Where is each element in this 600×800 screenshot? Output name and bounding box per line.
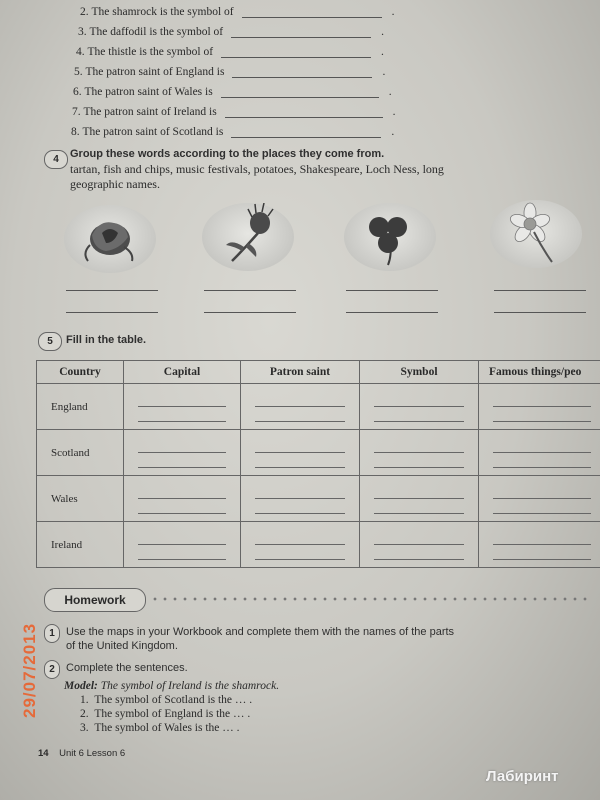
country-cell: England bbox=[37, 384, 124, 430]
capital-cell[interactable] bbox=[124, 476, 241, 522]
exercise5-instruction: Fill in the table. bbox=[66, 334, 147, 346]
homework-label: Homework bbox=[44, 588, 146, 612]
item-text: The patron saint of Scotland is bbox=[82, 126, 224, 138]
shamrock-icon bbox=[344, 203, 436, 271]
exercise4-number-badge: 4 bbox=[44, 150, 68, 169]
homework-task1-line1: Use the maps in your Workbook and complete them with the names of the parts bbox=[66, 626, 455, 638]
homework-sentence bbox=[80, 708, 250, 720]
homework-task2-title: Complete the sentences. bbox=[66, 662, 188, 674]
item-number: 7. bbox=[72, 106, 81, 118]
exercise4-instruction: Group these words according to the places they come from. bbox=[70, 148, 385, 160]
model-label: Model: bbox=[64, 680, 98, 692]
answer-blank[interactable] bbox=[225, 117, 383, 118]
answer-blank[interactable] bbox=[231, 137, 381, 138]
symbol-cell[interactable] bbox=[360, 430, 479, 476]
item-number: 3. bbox=[78, 26, 87, 38]
answer-line[interactable] bbox=[204, 290, 296, 291]
homework-sentence bbox=[80, 722, 240, 734]
answer-line[interactable] bbox=[494, 290, 586, 291]
item-number: 8. bbox=[71, 126, 80, 138]
answer-blank[interactable] bbox=[232, 77, 372, 78]
homework-task1-line2: of the United Kingdom. bbox=[66, 640, 178, 652]
thistle-icon bbox=[202, 203, 294, 271]
item-number: 2. bbox=[80, 6, 89, 18]
table-row bbox=[37, 430, 600, 476]
item-text: The daffodil is the symbol of bbox=[89, 26, 224, 38]
sentence-number: 3. bbox=[80, 722, 89, 734]
homework-sentence bbox=[80, 694, 252, 706]
country-cell: Wales bbox=[37, 476, 124, 522]
model-text: The symbol of Ireland is the shamrock. bbox=[100, 680, 280, 692]
item-number: 6. bbox=[73, 86, 82, 98]
exercise5-number-badge: 5 bbox=[38, 332, 62, 351]
exercise3-item: 8. The patron saint of Scotland is . bbox=[71, 126, 395, 138]
sentence-text: The symbol of Wales is the … . bbox=[94, 722, 240, 734]
exercise4-word-list: tartan, fish and chips, music festivals, potatoes, Shakespeare, Loch Ness, long geographic names. bbox=[70, 162, 444, 191]
famous-things-cell[interactable] bbox=[479, 476, 600, 522]
symbol-cell[interactable] bbox=[360, 384, 479, 430]
exercise3-item: 2. The shamrock is the symbol of . bbox=[80, 6, 395, 18]
patron-saint-cell[interactable] bbox=[241, 522, 360, 568]
answer-blank[interactable] bbox=[221, 57, 371, 58]
sentence-number: 1. bbox=[80, 694, 89, 706]
rose-icon bbox=[64, 205, 156, 273]
column-header-patron-saint: Patron saint bbox=[241, 361, 360, 384]
table-header-row bbox=[37, 361, 600, 384]
item-text: The thistle is the symbol of bbox=[87, 46, 214, 58]
answer-line[interactable] bbox=[66, 312, 158, 313]
homework-task2-number: 2 bbox=[44, 660, 60, 679]
table-row bbox=[37, 384, 600, 430]
answer-blank[interactable] bbox=[242, 17, 382, 18]
daffodil-icon bbox=[490, 200, 582, 268]
item-text: The patron saint of Ireland is bbox=[83, 106, 217, 118]
exercise3-item: 6. The patron saint of Wales is . bbox=[73, 86, 392, 98]
answer-line[interactable] bbox=[346, 312, 438, 313]
symbol-cell[interactable] bbox=[360, 476, 479, 522]
answer-line[interactable] bbox=[66, 290, 158, 291]
exercise3-item: 7. The patron saint of Ireland is . bbox=[72, 106, 396, 118]
table-row bbox=[37, 522, 600, 568]
model-sentence bbox=[64, 680, 279, 692]
answer-line[interactable] bbox=[204, 312, 296, 313]
exercise3-item: 3. The daffodil is the symbol of . bbox=[78, 26, 384, 38]
exercise3-item: 5. The patron saint of England is . bbox=[74, 66, 386, 78]
column-header-capital: Capital bbox=[124, 361, 241, 384]
column-header-famous-things: Famous things/peo bbox=[479, 361, 600, 384]
answer-line[interactable] bbox=[346, 290, 438, 291]
sentence-number: 2. bbox=[80, 708, 89, 720]
patron-saint-cell[interactable] bbox=[241, 476, 360, 522]
country-cell: Scotland bbox=[37, 430, 124, 476]
patron-saint-cell[interactable] bbox=[241, 430, 360, 476]
fill-in-table bbox=[36, 360, 600, 568]
page-footer bbox=[38, 748, 125, 759]
answer-blank[interactable] bbox=[231, 37, 371, 38]
column-header-country: Country bbox=[37, 361, 124, 384]
homework-task1-number: 1 bbox=[44, 624, 60, 643]
sentence-text: The symbol of England is the … . bbox=[94, 708, 251, 720]
symbol-cell[interactable] bbox=[360, 522, 479, 568]
famous-things-cell[interactable] bbox=[479, 522, 600, 568]
exercise3-item: 4. The thistle is the symbol of . bbox=[76, 46, 384, 58]
famous-things-cell[interactable] bbox=[479, 430, 600, 476]
item-number: 4. bbox=[76, 46, 85, 58]
capital-cell[interactable] bbox=[124, 522, 241, 568]
famous-things-cell[interactable] bbox=[479, 384, 600, 430]
homework-divider bbox=[150, 597, 590, 601]
item-text: The patron saint of England is bbox=[85, 66, 225, 78]
country-cell: Ireland bbox=[37, 522, 124, 568]
answer-blank[interactable] bbox=[221, 97, 379, 98]
capital-cell[interactable] bbox=[124, 384, 241, 430]
page-number: 14 bbox=[38, 748, 49, 759]
item-number: 5. bbox=[74, 66, 83, 78]
answer-line[interactable] bbox=[494, 312, 586, 313]
unit-lesson-label: Unit 6 Lesson 6 bbox=[59, 748, 126, 759]
column-header-symbol: Symbol bbox=[360, 361, 479, 384]
sentence-text: The symbol of Scotland is the … . bbox=[94, 694, 253, 706]
item-text: The patron saint of Wales is bbox=[84, 86, 213, 98]
patron-saint-cell[interactable] bbox=[241, 384, 360, 430]
watermark-logo: Лабиринт bbox=[486, 768, 559, 785]
item-text: The shamrock is the symbol of bbox=[91, 6, 234, 18]
date-stamp: 29/07/2013 bbox=[20, 622, 39, 718]
capital-cell[interactable] bbox=[124, 430, 241, 476]
table-row bbox=[37, 476, 600, 522]
